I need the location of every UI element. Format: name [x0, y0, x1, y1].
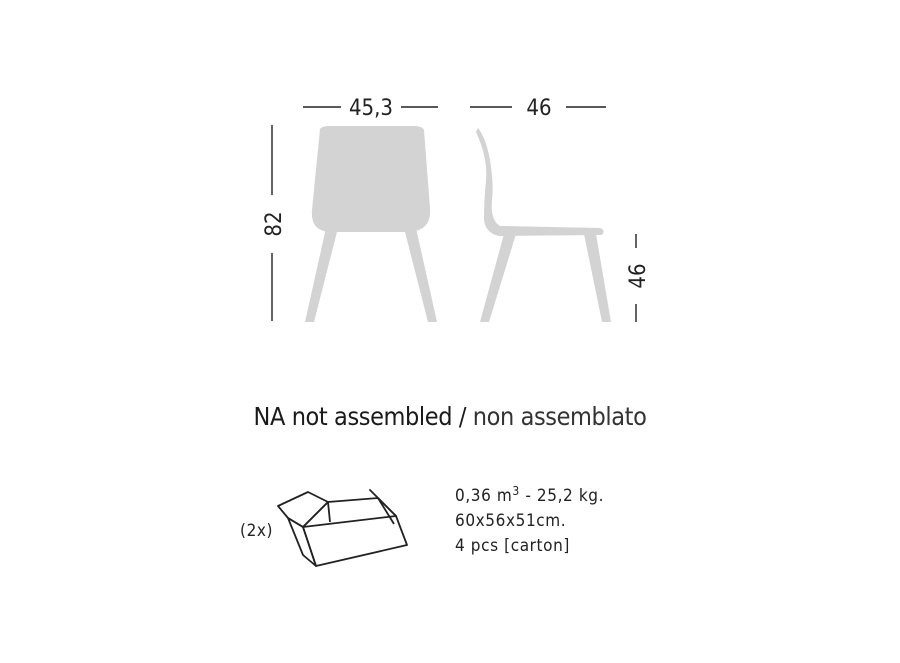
side-depth-label: 46 [526, 96, 552, 121]
packaging-info [455, 484, 604, 559]
chair-side-leg-back [480, 234, 516, 322]
volume-prefix: 0,36 m [455, 486, 513, 506]
chair-front-leg-left [305, 228, 338, 322]
chair-side-view [476, 128, 611, 322]
open-carton-box-icon [270, 478, 420, 578]
assembly-status [0, 402, 900, 431]
pieces-per-carton: 4 pcs [carton] [455, 536, 570, 556]
carton-quantity: (2x) [240, 521, 274, 541]
chair-side-leg-front [584, 234, 611, 322]
carton-size: 60x56x51cm. [455, 511, 567, 531]
volume-exponent: 3 [512, 484, 520, 498]
volume-weight [455, 484, 604, 509]
chair-front-shell [312, 126, 430, 232]
assembly-label-italian: non assemblato [472, 402, 647, 431]
front-width-label: 45,3 [348, 96, 394, 121]
chair-side-shell [476, 128, 604, 236]
chair-front-view [305, 126, 437, 322]
total-height-label: 82 [262, 211, 287, 237]
weight: - 25,2 kg. [525, 486, 605, 506]
assembly-code: NA not assembled / [253, 402, 467, 431]
seat-height-label: 46 [626, 263, 651, 289]
chair-front-leg-right [404, 228, 437, 322]
